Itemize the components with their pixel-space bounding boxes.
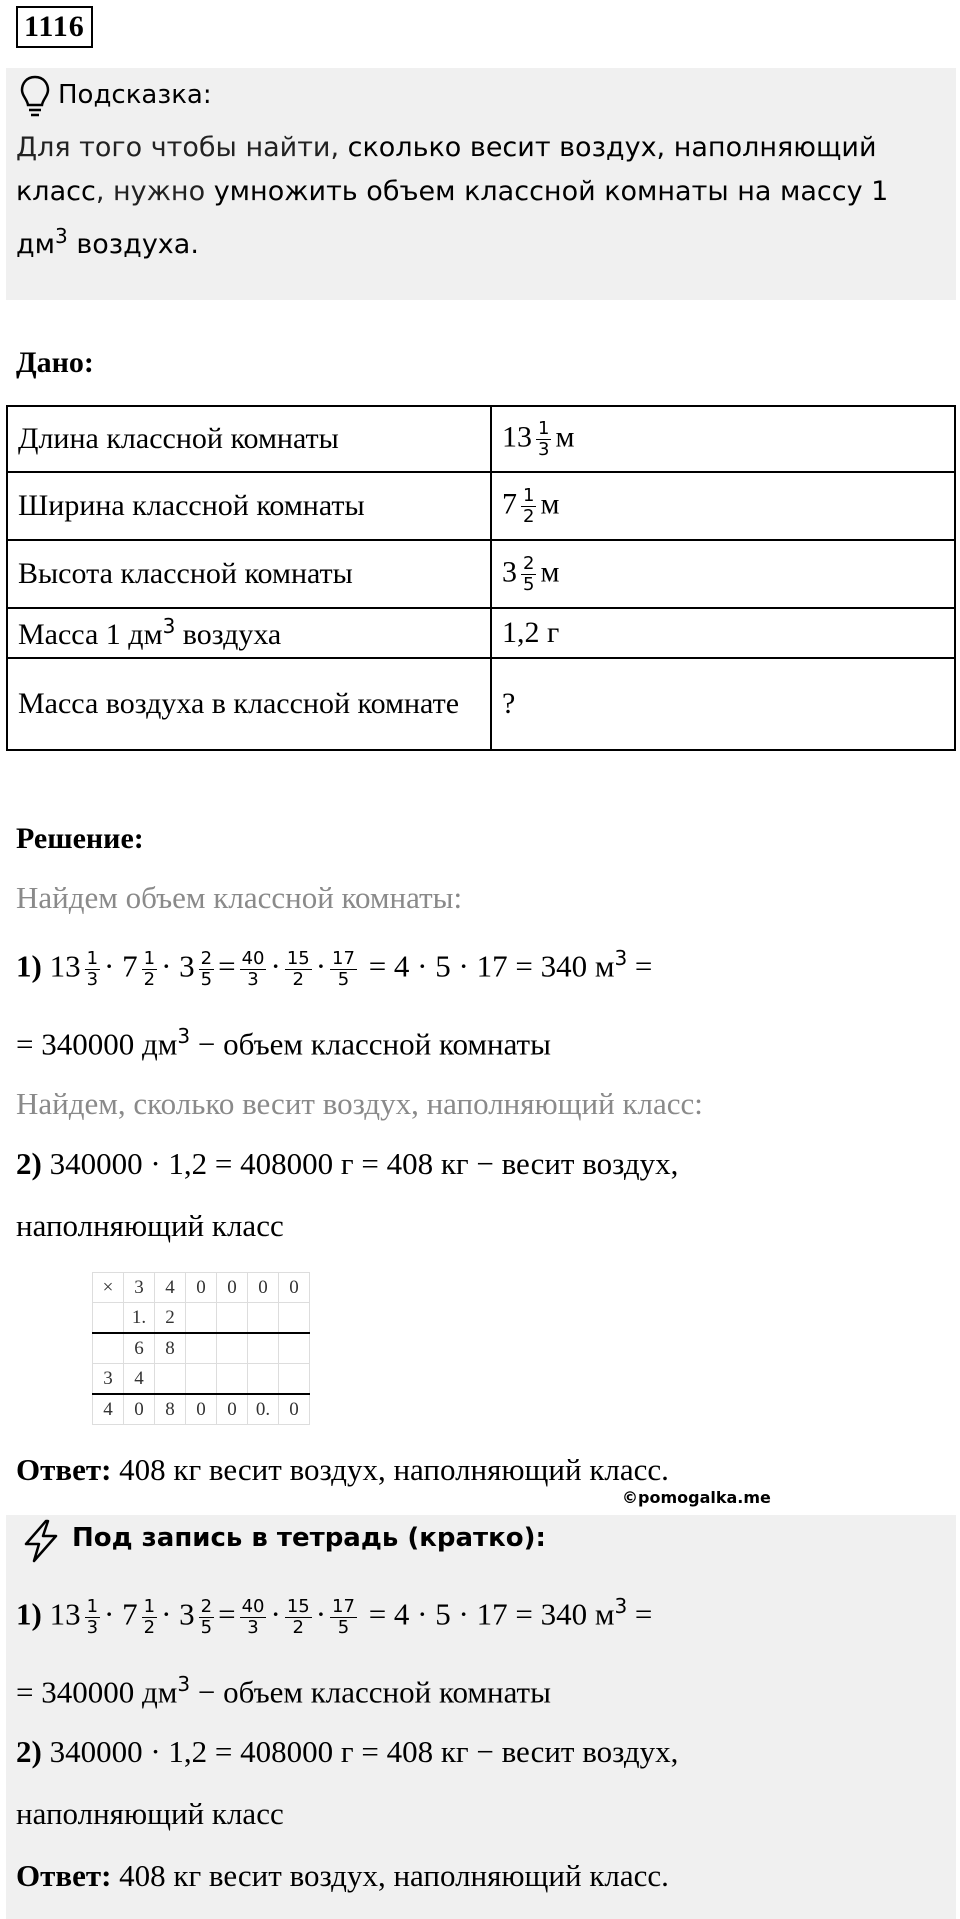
notebook-line-4: наполняющий класс xyxy=(16,1796,284,1831)
mult-cell: 8 xyxy=(155,1394,186,1425)
table-row xyxy=(7,472,955,540)
given-table xyxy=(6,405,956,751)
step2-intro: Найдем, сколько весит воздух, наполняющий класс: xyxy=(16,1086,703,1121)
mult-cell xyxy=(186,1333,217,1364)
mult-cell xyxy=(93,1333,124,1364)
step2-line-2: наполняющий класс xyxy=(16,1208,284,1243)
mult-cell: 4 xyxy=(93,1394,124,1425)
mult-row xyxy=(93,1364,310,1395)
watermark: ©pomogalka.me xyxy=(622,1488,771,1507)
notebook-line-1: 1) 13 $\frac{1}{3}$ · 7 $\frac{1}{2}$ · 3 $\frac{2}{5}$ = $\frac{40}{3}$ · $\frac{15}{2}$ · $\frac{17}{5}$ = 4 · 5 · 17 = 340 $м^3$ = xyxy=(16,1594,653,1638)
table-row xyxy=(7,608,955,658)
mult-cell: 3 xyxy=(124,1273,155,1303)
table-row xyxy=(7,658,955,750)
mult-cell xyxy=(279,1333,310,1364)
mult-cell xyxy=(248,1364,279,1395)
given-label: Высота классной комнаты xyxy=(7,540,491,608)
table-row xyxy=(7,406,955,472)
given-value: 7 $\frac{1}{2}$ м xyxy=(491,472,955,540)
given-title: Дано: xyxy=(16,346,94,379)
hint-title: Подсказка: xyxy=(58,80,212,110)
hint-text: Для того чтобы найти, сколько весит воздух, наполняющий класс, нужно умножить объем классной комнаты на массу 1 $дм^3$ воздуха. xyxy=(16,132,889,260)
mult-cell xyxy=(155,1364,186,1395)
notebook-answer: Ответ: 408 кг весит воздух, наполняющий класс. xyxy=(16,1858,669,1893)
given-label: Ширина классной комнаты xyxy=(7,472,491,540)
task-number: 1116 xyxy=(16,6,93,48)
notebook-title: Под запись в тетрадь (кратко): xyxy=(72,1523,546,1553)
mult-cell: 0 xyxy=(279,1394,310,1425)
equation-line-2: = 340000 $дм^3$ − объем классной комнаты xyxy=(16,1024,551,1062)
mult-cell: 1. xyxy=(124,1303,155,1334)
step2-line: 2) 340000 · 1,2 = 408000 г = 408 кг − весит воздух, xyxy=(16,1146,679,1181)
mult-cell: 0 xyxy=(186,1273,217,1303)
given-label: Масса 1 $дм^3$ воздуха xyxy=(7,608,491,658)
mult-cell xyxy=(248,1303,279,1334)
given-label: Длина классной комнаты xyxy=(7,406,491,472)
mult-row xyxy=(93,1394,310,1425)
answer-line: Ответ: 408 кг весит воздух, наполняющий класс. xyxy=(16,1452,669,1487)
mult-cell xyxy=(217,1303,248,1334)
mult-cell: 8 xyxy=(155,1333,186,1364)
mult-cell: 3 xyxy=(93,1364,124,1395)
multiplication-table xyxy=(92,1272,310,1425)
solution-title: Решение: xyxy=(16,822,144,855)
mult-cell xyxy=(186,1364,217,1395)
given-value: 1,2 г xyxy=(491,608,955,658)
mult-cell xyxy=(279,1303,310,1334)
step1-intro: Найдем объем классной комнаты: xyxy=(16,880,463,915)
given-value: ? xyxy=(491,658,955,750)
notebook-line-3: 2) 340000 · 1,2 = 408000 г = 408 кг − весит воздух, xyxy=(16,1734,679,1769)
mult-cell xyxy=(217,1333,248,1364)
mult-cell: 0 xyxy=(217,1273,248,1303)
mult-row xyxy=(93,1273,310,1303)
mult-cell xyxy=(279,1364,310,1395)
mult-cell: 0 xyxy=(186,1394,217,1425)
mult-cell xyxy=(217,1364,248,1395)
mult-cell: 0 xyxy=(217,1394,248,1425)
table-row xyxy=(7,540,955,608)
lightning-icon xyxy=(20,1518,62,1564)
lightbulb-icon xyxy=(18,74,52,118)
mult-cell xyxy=(186,1303,217,1334)
given-value: 13 $\frac{1}{3}$ м xyxy=(491,406,955,472)
mult-cell: 0 xyxy=(248,1273,279,1303)
mult-cell: 6 xyxy=(124,1333,155,1364)
notebook-line-2: = 340000 $дм^3$ − объем классной комнаты xyxy=(16,1672,551,1710)
mult-cell xyxy=(248,1333,279,1364)
mult-cell: 4 xyxy=(124,1364,155,1395)
mult-cell xyxy=(93,1303,124,1334)
mult-cell: 0 xyxy=(279,1273,310,1303)
mult-row xyxy=(93,1303,310,1334)
given-label: Масса воздуха в классной комнате xyxy=(7,658,491,750)
mult-cell: 0. xyxy=(248,1394,279,1425)
equation-line-1: 1) 13 $\frac{1}{3}$ · 7 $\frac{1}{2}$ · 3 $\frac{2}{5}$ = $\frac{40}{3}$ · $\frac{15}{2}$ · $\frac{17}{5}$ = 4 · 5 · 17 = 340 $м^3$ = xyxy=(16,946,653,990)
mult-cell: × xyxy=(93,1273,124,1303)
given-value: 3 $\frac{2}{5}$ м xyxy=(491,540,955,608)
mult-cell: 0 xyxy=(124,1394,155,1425)
mult-cell: 2 xyxy=(155,1303,186,1334)
mult-row xyxy=(93,1333,310,1364)
mult-cell: 4 xyxy=(155,1273,186,1303)
